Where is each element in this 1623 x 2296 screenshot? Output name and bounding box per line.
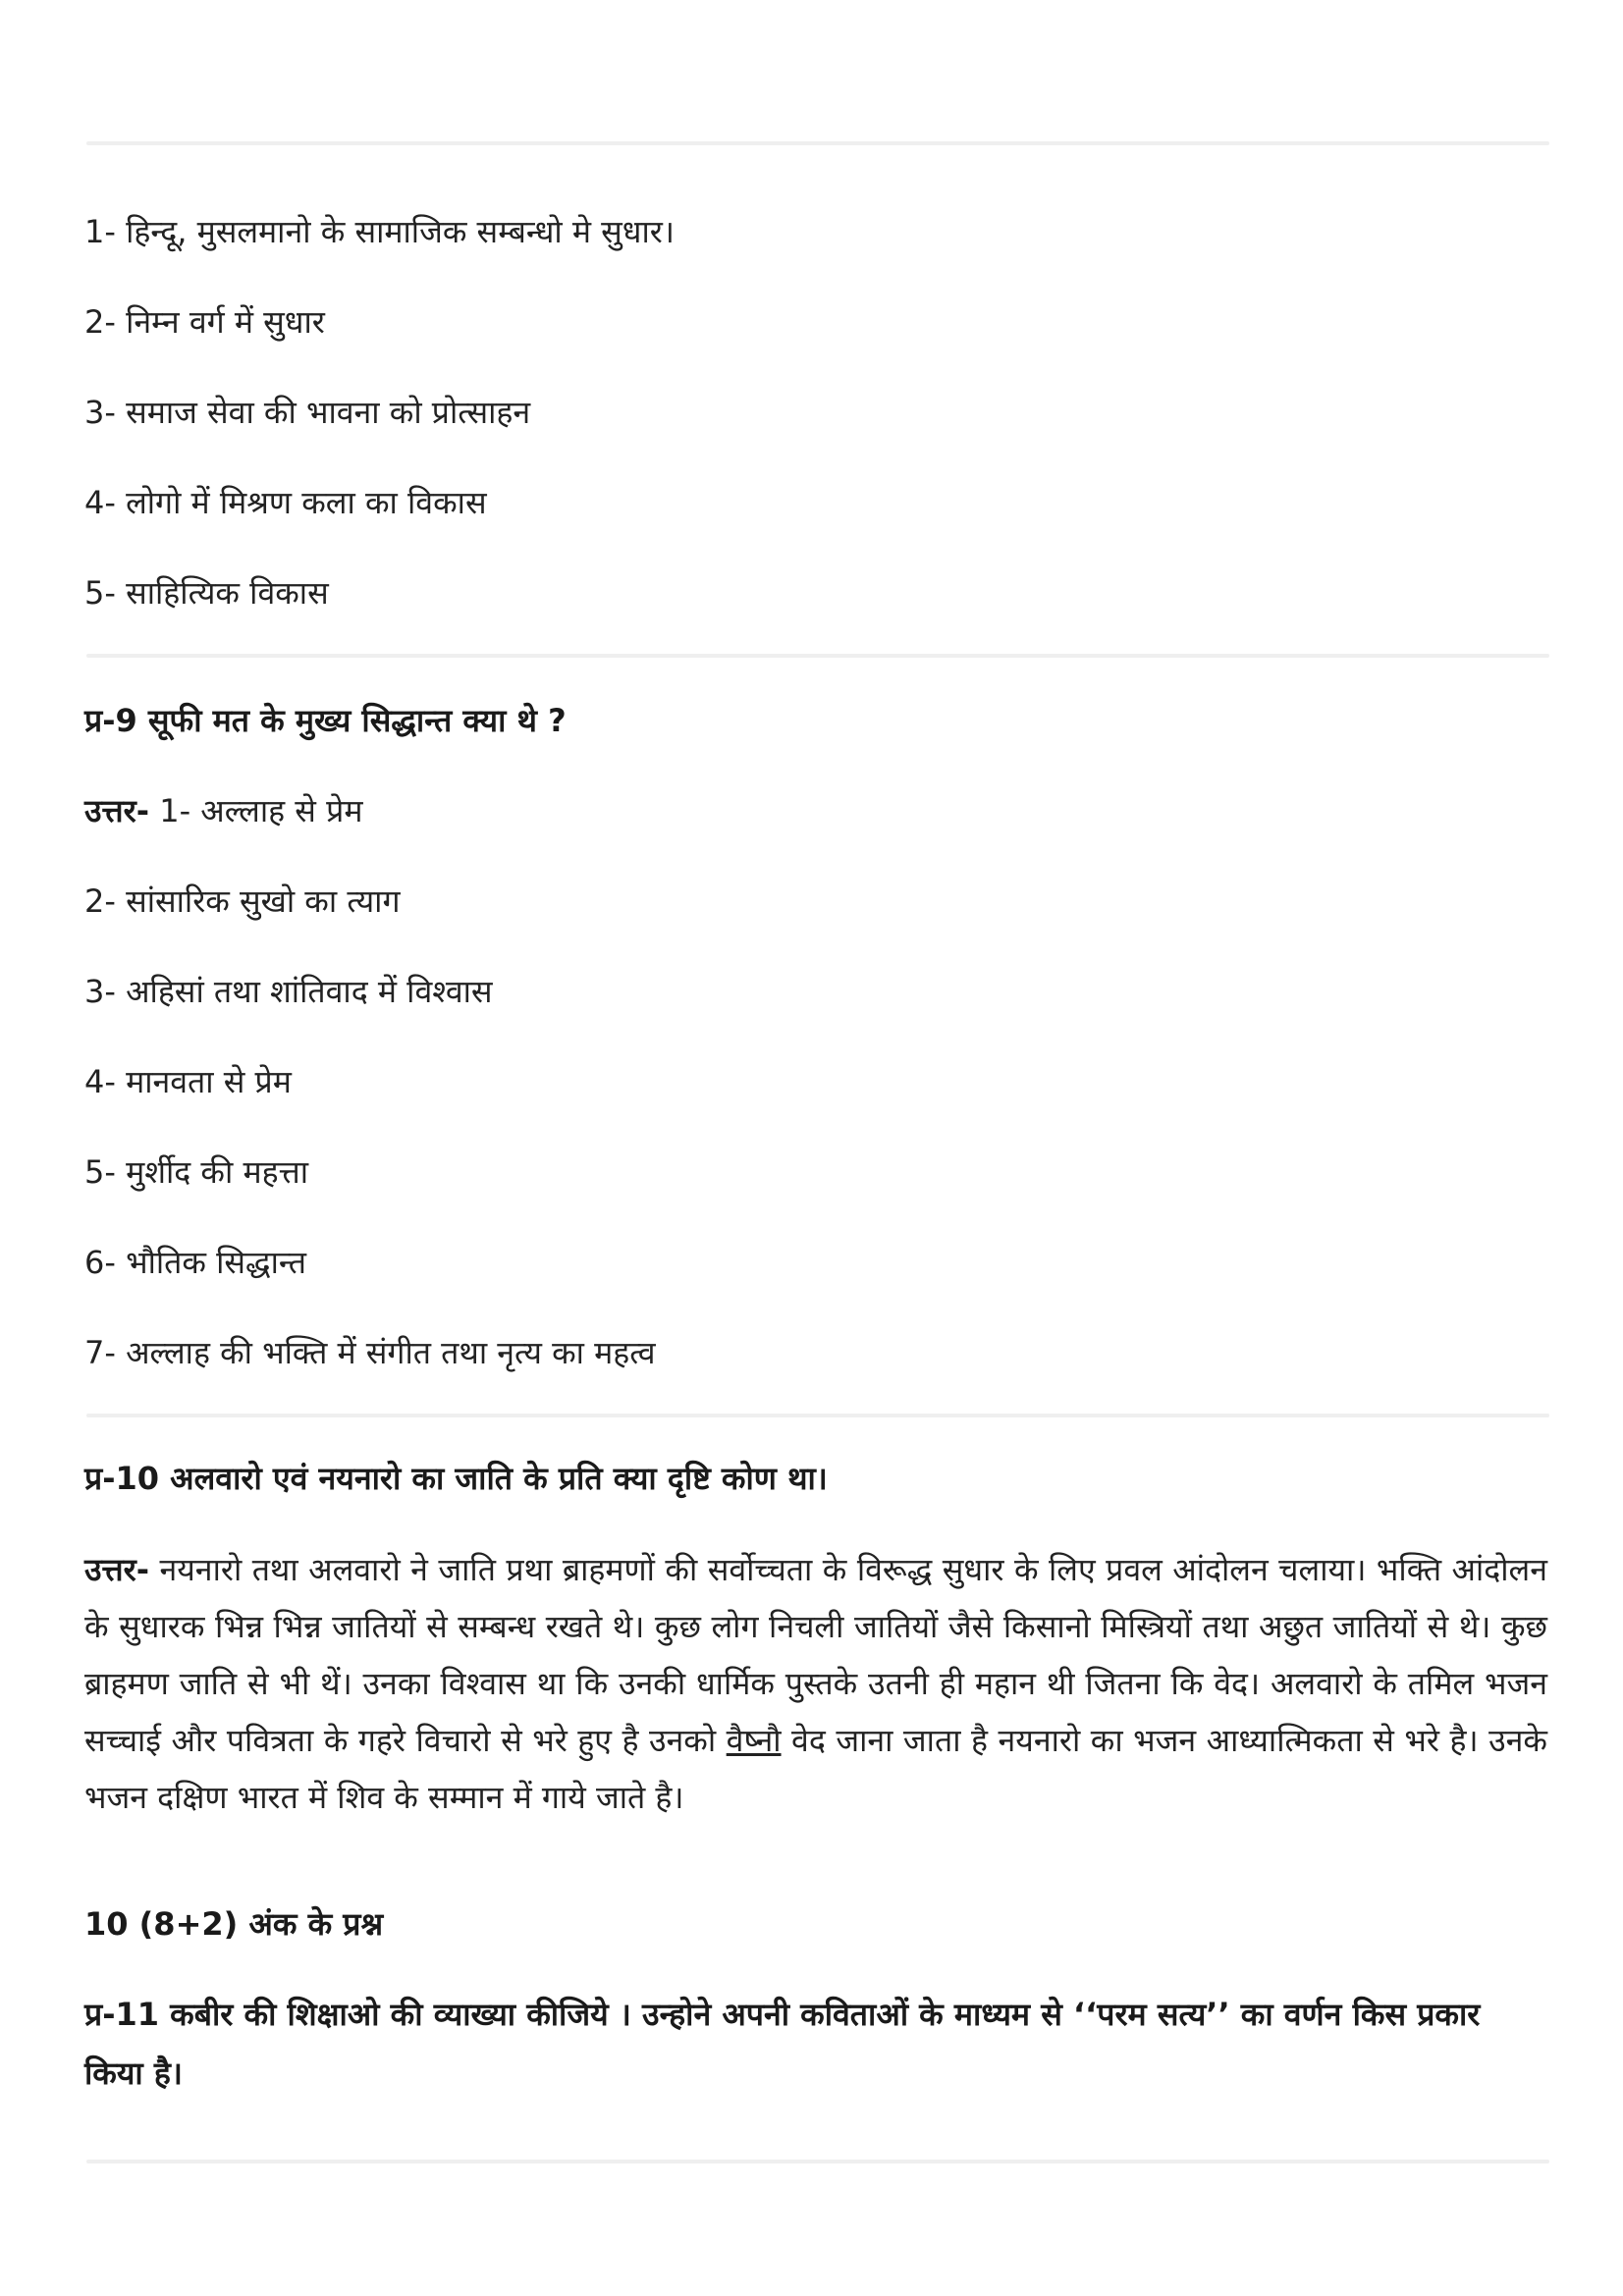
marks-heading: 10 (8+2) अंक के प्रश्न: [84, 1905, 384, 1943]
list-item: 1- हिन्दू, मुसलमानो के सामाजिक सम्बन्धो मे सुधार।: [84, 213, 675, 250]
list-item: 3- समाज सेवा की भावना को प्रोत्साहन: [84, 394, 531, 431]
answer-9-first: [84, 791, 362, 830]
top-divider: [86, 141, 1549, 145]
answer-10: [84, 1541, 1547, 1826]
question-10: प्र-10 अलवारो एवं नयनारो का जाति के प्रति क्या दृष्टि कोण था।: [84, 1460, 828, 1497]
question-11: प्र-11 कबीर की शिक्षाओ की व्याख्या कीजिये । उन्होने अपनी कविताओं के माध्यम से ‘‘परम सत्य’’ का वर्णन किस प्रकार किया है।: [84, 1996, 1481, 2092]
list-item: 2- निम्न वर्ग में सुधार: [84, 303, 325, 341]
answer-label: उत्तर-: [84, 792, 150, 829]
list-item: 5- साहित्यिक विकास: [84, 574, 329, 612]
section-divider: [86, 1414, 1549, 1417]
list-item: 3- अहिसां तथा शांतिवाद में विश्वास: [84, 973, 493, 1010]
answer-9-item: 1- अल्लाह से प्रेम: [149, 792, 363, 829]
list-item: 5- मुर्शीद की महत्ता: [84, 1153, 308, 1191]
bottom-divider: [86, 2160, 1549, 2163]
list-item: 6- भौतिक सिद्धान्त: [84, 1244, 307, 1281]
answer-10-link[interactable]: वैष्नौ: [726, 1722, 782, 1759]
answer-10-text-end: वेद जाना जाता है नयनारो का भजन आध्यात्मिकता से भरे है। उनके भजन दक्षिण भारत में शिव के सम्मान में गाये जाते है।: [84, 1722, 1547, 1816]
list-item: 7- अल्लाह की भक्ति में संगीत तथा नृत्य का महत्व: [84, 1334, 656, 1371]
section-divider: [86, 654, 1549, 658]
list-item: 2- सांसारिक सुखो का त्याग: [84, 882, 401, 920]
list-item: 4- मानवता से प्रेम: [84, 1063, 292, 1100]
answer-10-text: नयनारो तथा अलवारो ने जाति प्रथा ब्राहमणों की सर्वोच्चता के विरूद्ध सुधार के लिए प्रवल आंदोलन चलाया। भक्ति आंदोलन के सुधारक भिन्न भिन्न जातियों से सम्बन्ध रखते थे। कुछ लोग निचली जातियों जैसे किसानो मिस्त्रियों तथा अछुत जातियों से थे। कुछ ब्राहमण जाति से भी थें। उनका विश्वास था कि उनकी धार्मिक पुस्तके उतनी ही महान थी जितना कि वेद। अलवारो के तमिल भजन सच्चाई और पवित्रता के गहरे विचारो से भरे हुए है उनको: [84, 1551, 1547, 1759]
answer-label: उत्तर-: [84, 1551, 150, 1588]
list-item: 4- लोगो में मिश्रण कला का विकास: [84, 484, 487, 521]
question-9: प्र-9 सूफी मत के मुख्य सिद्धान्त क्या थे ?: [84, 702, 567, 739]
